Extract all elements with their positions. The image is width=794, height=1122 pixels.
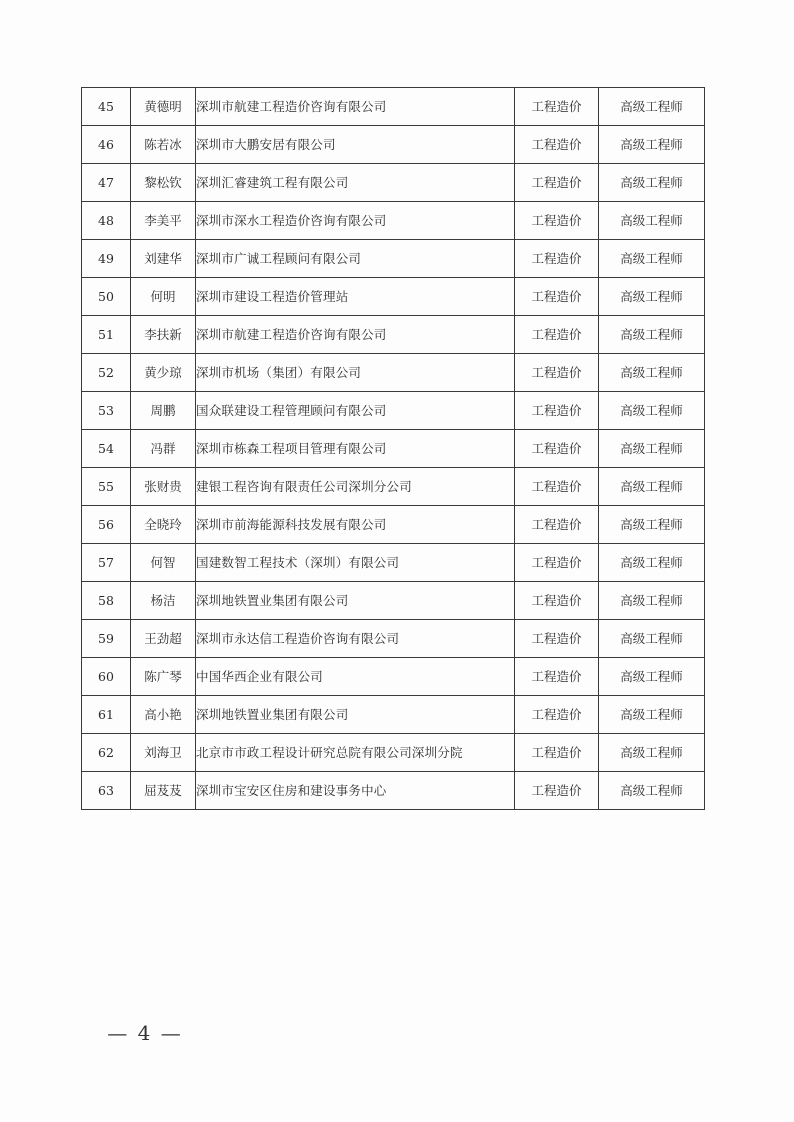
organization-cell: 国建数智工程技术（深圳）有限公司: [196, 544, 515, 582]
organization-cell: 北京市市政工程设计研究总院有限公司深圳分院: [196, 734, 515, 772]
person-name-cell: 杨洁: [131, 582, 196, 620]
row-number-cell: 56: [82, 506, 131, 544]
table-row: [82, 772, 705, 810]
person-name-cell: 黄少琼: [131, 354, 196, 392]
table-row: [82, 88, 705, 126]
specialty-cell: 工程造价: [515, 582, 599, 620]
person-name-cell: 周鹏: [131, 392, 196, 430]
row-number-cell: 49: [82, 240, 131, 278]
table-row: [82, 164, 705, 202]
professional-title-cell: 高级工程师: [599, 202, 705, 240]
organization-cell: 深圳汇睿建筑工程有限公司: [196, 164, 515, 202]
specialty-cell: 工程造价: [515, 620, 599, 658]
specialty-cell: 工程造价: [515, 164, 599, 202]
row-number-cell: 55: [82, 468, 131, 506]
person-name-cell: 刘海卫: [131, 734, 196, 772]
table-row: [82, 316, 705, 354]
person-name-cell: 李美平: [131, 202, 196, 240]
person-name-cell: 陈广琴: [131, 658, 196, 696]
row-number-cell: 50: [82, 278, 131, 316]
organization-cell: 深圳市航建工程造价咨询有限公司: [196, 316, 515, 354]
professional-title-cell: 高级工程师: [599, 240, 705, 278]
table-row: [82, 278, 705, 316]
professional-title-cell: 高级工程师: [599, 316, 705, 354]
professional-title-cell: 高级工程师: [599, 734, 705, 772]
person-name-cell: 何智: [131, 544, 196, 582]
organization-cell: 中国华西企业有限公司: [196, 658, 515, 696]
row-number-cell: 54: [82, 430, 131, 468]
organization-cell: 深圳市航建工程造价咨询有限公司: [196, 88, 515, 126]
person-name-cell: 何明: [131, 278, 196, 316]
row-number-cell: 45: [82, 88, 131, 126]
specialty-cell: 工程造价: [515, 544, 599, 582]
specialty-cell: 工程造价: [515, 734, 599, 772]
specialty-cell: 工程造价: [515, 88, 599, 126]
roster-table: [81, 87, 705, 810]
table-row: [82, 506, 705, 544]
person-name-cell: 刘建华: [131, 240, 196, 278]
organization-cell: 建银工程咨询有限责任公司深圳分公司: [196, 468, 515, 506]
person-name-cell: 冯群: [131, 430, 196, 468]
row-number-cell: 52: [82, 354, 131, 392]
row-number-cell: 57: [82, 544, 131, 582]
organization-cell: 深圳市前海能源科技发展有限公司: [196, 506, 515, 544]
specialty-cell: 工程造价: [515, 430, 599, 468]
table-row: [82, 468, 705, 506]
person-name-cell: 黄德明: [131, 88, 196, 126]
organization-cell: 深圳市永达信工程造价咨询有限公司: [196, 620, 515, 658]
person-name-cell: 屈芨芨: [131, 772, 196, 810]
professional-title-cell: 高级工程师: [599, 772, 705, 810]
organization-cell: 深圳市大鹏安居有限公司: [196, 126, 515, 164]
specialty-cell: 工程造价: [515, 658, 599, 696]
professional-title-cell: 高级工程师: [599, 506, 705, 544]
table-row: [82, 430, 705, 468]
professional-title-cell: 高级工程师: [599, 468, 705, 506]
row-number-cell: 47: [82, 164, 131, 202]
professional-title-cell: 高级工程师: [599, 620, 705, 658]
row-number-cell: 46: [82, 126, 131, 164]
person-name-cell: 陈若冰: [131, 126, 196, 164]
specialty-cell: 工程造价: [515, 392, 599, 430]
professional-title-cell: 高级工程师: [599, 544, 705, 582]
organization-cell: 深圳市栋森工程项目管理有限公司: [196, 430, 515, 468]
organization-cell: 深圳市深水工程造价咨询有限公司: [196, 202, 515, 240]
professional-title-cell: 高级工程师: [599, 88, 705, 126]
specialty-cell: 工程造价: [515, 202, 599, 240]
table-row: [82, 620, 705, 658]
specialty-cell: 工程造价: [515, 506, 599, 544]
row-number-cell: 48: [82, 202, 131, 240]
professional-title-cell: 高级工程师: [599, 278, 705, 316]
specialty-cell: 工程造价: [515, 696, 599, 734]
table-row: [82, 392, 705, 430]
professional-title-cell: 高级工程师: [599, 430, 705, 468]
organization-cell: 国众联建设工程管理顾问有限公司: [196, 392, 515, 430]
table-row: [82, 354, 705, 392]
row-number-cell: 53: [82, 392, 131, 430]
specialty-cell: 工程造价: [515, 354, 599, 392]
professional-title-cell: 高级工程师: [599, 696, 705, 734]
specialty-cell: 工程造价: [515, 240, 599, 278]
page-number: — 4 —: [107, 1021, 183, 1045]
row-number-cell: 59: [82, 620, 131, 658]
table-row: [82, 240, 705, 278]
table-row: [82, 734, 705, 772]
organization-cell: 深圳地铁置业集团有限公司: [196, 696, 515, 734]
specialty-cell: 工程造价: [515, 126, 599, 164]
row-number-cell: 51: [82, 316, 131, 354]
table-row: [82, 658, 705, 696]
row-number-cell: 62: [82, 734, 131, 772]
professional-title-cell: 高级工程师: [599, 354, 705, 392]
organization-cell: 深圳市广诚工程顾问有限公司: [196, 240, 515, 278]
table-row: [82, 544, 705, 582]
specialty-cell: 工程造价: [515, 278, 599, 316]
professional-title-cell: 高级工程师: [599, 658, 705, 696]
row-number-cell: 60: [82, 658, 131, 696]
row-number-cell: 61: [82, 696, 131, 734]
person-name-cell: 全晓玲: [131, 506, 196, 544]
specialty-cell: 工程造价: [515, 316, 599, 354]
roster-table-body: [82, 88, 705, 810]
organization-cell: 深圳市建设工程造价管理站: [196, 278, 515, 316]
table-row: [82, 202, 705, 240]
professional-title-cell: 高级工程师: [599, 582, 705, 620]
specialty-cell: 工程造价: [515, 468, 599, 506]
person-name-cell: 高小艳: [131, 696, 196, 734]
row-number-cell: 58: [82, 582, 131, 620]
professional-title-cell: 高级工程师: [599, 126, 705, 164]
person-name-cell: 李扶新: [131, 316, 196, 354]
professional-title-cell: 高级工程师: [599, 164, 705, 202]
specialty-cell: 工程造价: [515, 772, 599, 810]
organization-cell: 深圳市机场（集团）有限公司: [196, 354, 515, 392]
person-name-cell: 王劲超: [131, 620, 196, 658]
table-row: [82, 126, 705, 164]
table-row: [82, 696, 705, 734]
row-number-cell: 63: [82, 772, 131, 810]
organization-cell: 深圳市宝安区住房和建设事务中心: [196, 772, 515, 810]
professional-title-cell: 高级工程师: [599, 392, 705, 430]
table-row: [82, 582, 705, 620]
person-name-cell: 黎松钦: [131, 164, 196, 202]
organization-cell: 深圳地铁置业集团有限公司: [196, 582, 515, 620]
person-name-cell: 张财贵: [131, 468, 196, 506]
